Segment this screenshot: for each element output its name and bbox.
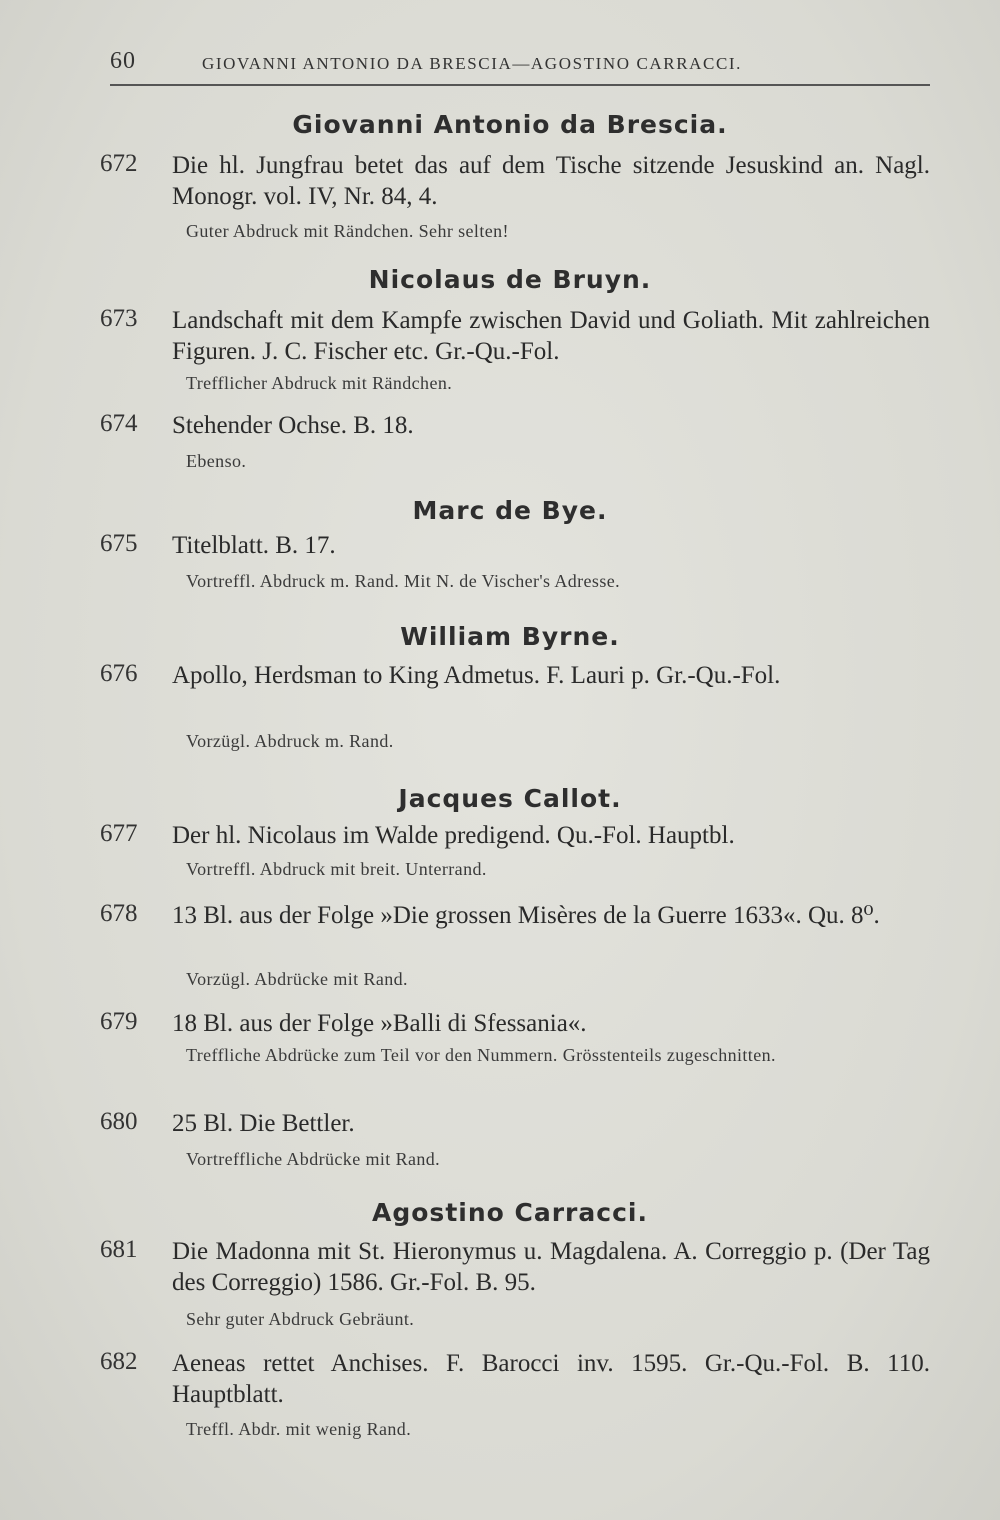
page-number: 60	[110, 48, 136, 74]
condition-note: Vorzügl. Abdruck m. Rand.	[186, 731, 394, 751]
running-head	[110, 44, 930, 86]
lot-number: 675	[100, 530, 138, 557]
condition-note: Treffl. Abdr. mit wenig Rand.	[186, 1419, 412, 1439]
lot-number: 680	[100, 1108, 138, 1135]
lot-description: 13 Bl. aus der Folge »Die grossen Misères de la Guerre 1633«. Qu. 8⁰.	[172, 902, 880, 929]
artist-heading: Nicolaus de Bruyn.	[368, 265, 652, 294]
lot-number: 679	[100, 1008, 138, 1035]
condition-note: Trefflicher Abdruck mit Rändchen.	[186, 373, 453, 393]
lot-description: Titelblatt. B. 17.	[172, 532, 336, 559]
condition-note: Guter Abdruck mit Rändchen. Sehr selten!	[186, 221, 509, 241]
lot-description: Apollo, Herdsman to King Admetus. F. Lauri p. Gr.-Qu.-Fol.	[172, 662, 781, 689]
lot-description: Der hl. Nicolaus im Walde predigend. Qu.-Fol. Hauptbl.	[172, 822, 735, 849]
condition-note: Ebenso.	[186, 451, 247, 471]
artist-heading: Agostino Carracci.	[372, 1198, 648, 1227]
lot-number: 681	[100, 1236, 138, 1263]
condition-note: Sehr guter Abdruck Gebräunt.	[186, 1309, 415, 1329]
artist-heading: William Byrne.	[400, 622, 620, 651]
lot-description: 18 Bl. aus der Folge »Balli di Sfessania«.	[172, 1010, 587, 1037]
lot-description: Landschaft mit dem Kampfe zwischen David und Goliath. Mit zahlreichen Figuren. J. C. Fischer etc. Gr.-Qu.-Fol.	[172, 307, 930, 365]
lot-number: 672	[100, 150, 138, 177]
condition-note: Vortreffl. Abdruck mit breit. Unterrand.	[186, 859, 487, 879]
lot-number: 674	[100, 410, 138, 437]
running-title: GIOVANNI ANTONIO DA BRESCIA—AGOSTINO CARRACCI.	[202, 54, 743, 73]
artist-heading: Giovanni Antonio da Brescia.	[292, 110, 728, 139]
lot-number: 676	[100, 660, 138, 687]
condition-note: Vorzügl. Abdrücke mit Rand.	[186, 969, 408, 989]
lot-description: Die hl. Jungfrau betet das auf dem Tische sitzende Jesuskind an. Nagl. Monogr. vol. IV, Nr. 84, 4.	[172, 152, 930, 210]
lot-description: Die Madonna mit St. Hieronymus u. Magdalena. A. Correggio p. (Der Tag des Correggio) 1586. Gr.-Fol. B. 95.	[172, 1238, 930, 1296]
lot-number: 673	[100, 305, 138, 332]
artist-heading: Marc de Bye.	[412, 496, 608, 525]
lot-description: 25 Bl. Die Bettler.	[172, 1110, 355, 1137]
lot-number: 682	[100, 1348, 138, 1375]
artist-heading: Jacques Callot.	[398, 784, 622, 813]
lot-description: Aeneas rettet Anchises. F. Barocci inv. 1595. Gr.-Qu.-Fol. B. 110. Hauptblatt.	[172, 1350, 930, 1408]
lot-number: 677	[100, 820, 138, 847]
condition-note: Treffliche Abdrücke zum Teil vor den Nummern. Grösstenteils zugeschnitten.	[186, 1045, 776, 1065]
lot-description: Stehender Ochse. B. 18.	[172, 412, 414, 439]
condition-note: Vortreffliche Abdrücke mit Rand.	[186, 1149, 441, 1169]
condition-note: Vortreffl. Abdruck m. Rand. Mit N. de Vischer's Adresse.	[186, 571, 621, 591]
lot-number: 678	[100, 900, 138, 927]
